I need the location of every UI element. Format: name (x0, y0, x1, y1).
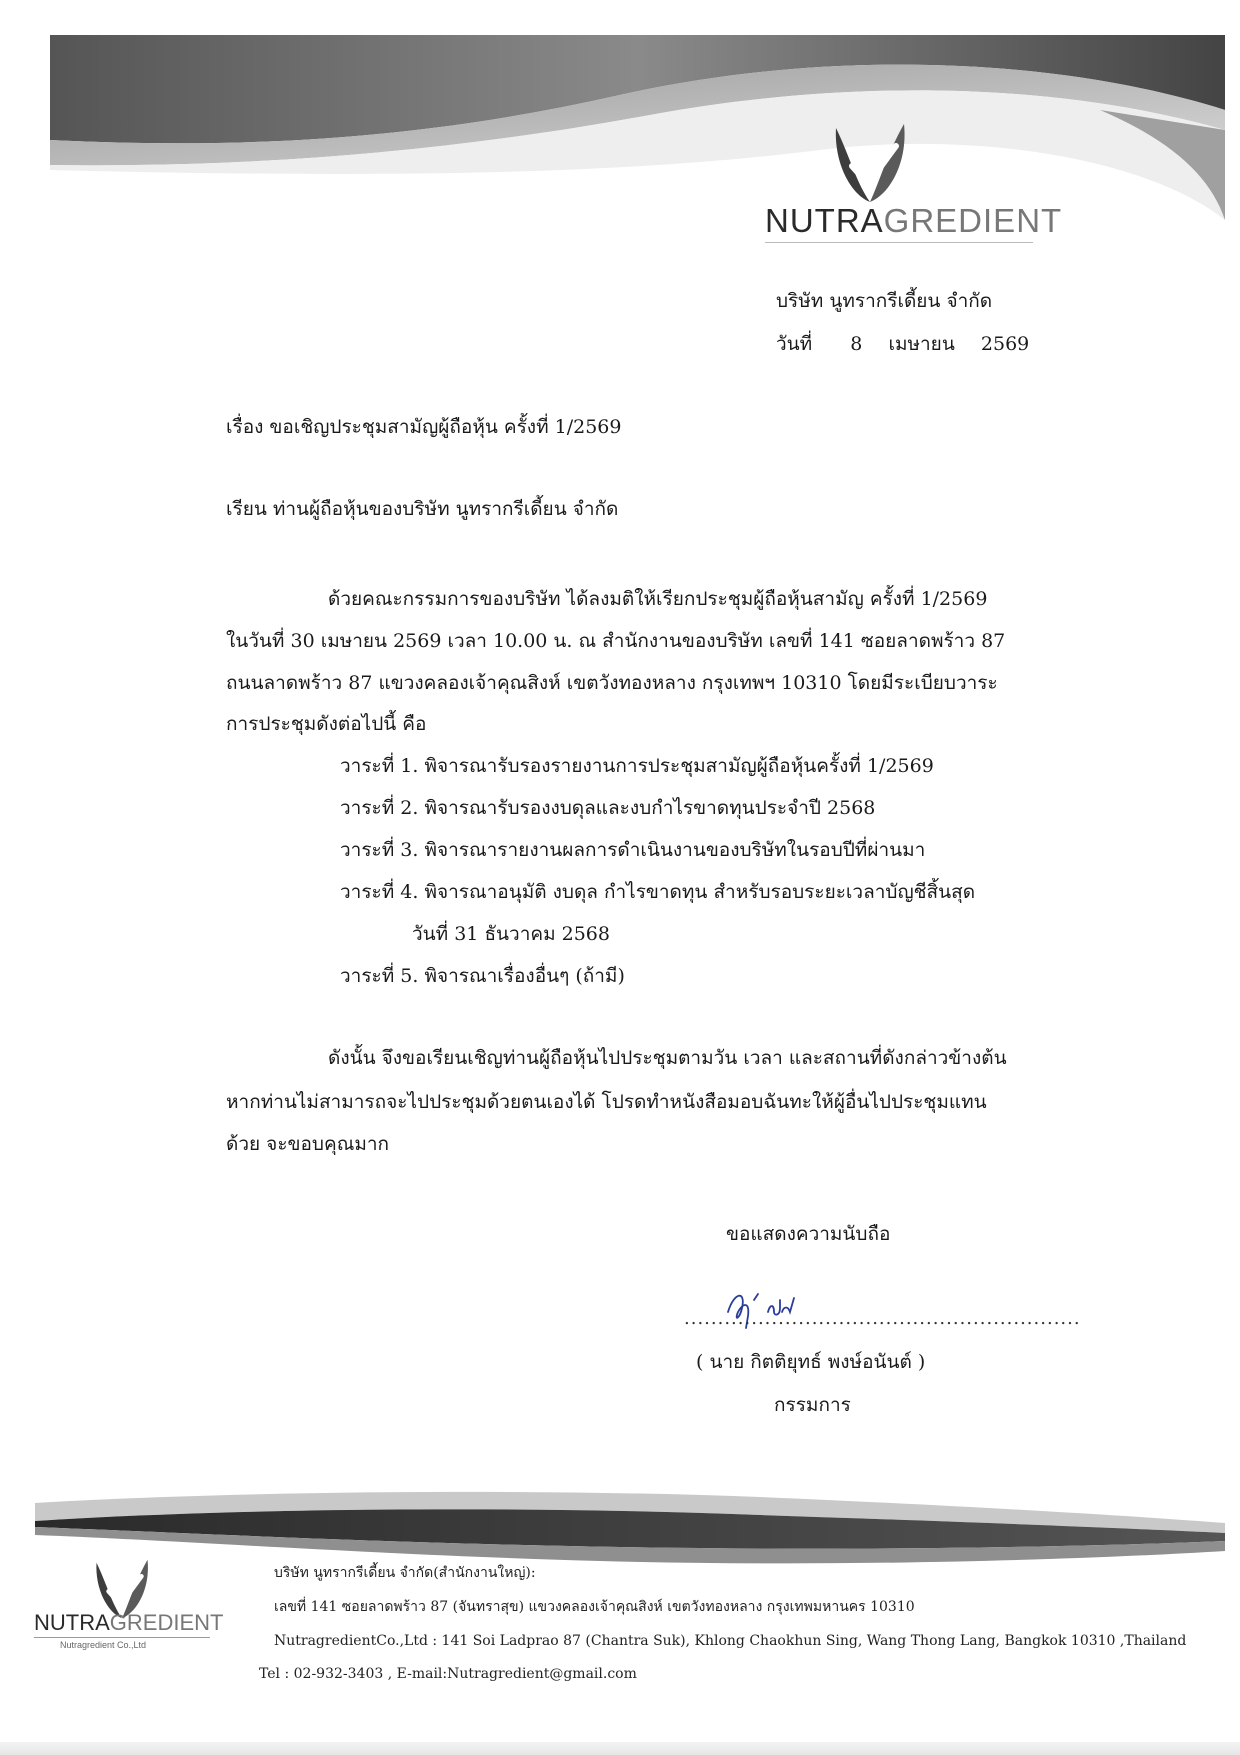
footer-address-thai: เลขที่ 141 ซอยลาดพร้าว 87 (จันทราสุข) แขวงคลองเจ้าคุณสิงห์ เขตวังทองหลาง กรุงเทพมหานคร 10310 (274, 1599, 915, 1615)
agenda-item-3: วาระที่ 3. พิจารณารายงานผลการดำเนินงานของบริษัทในรอบปีที่ผ่านมา (340, 839, 926, 861)
header-brand-part2: GREDIENT (883, 202, 1063, 239)
date-year: 2569 (980, 333, 1030, 355)
footer-brand-part1: NUTRA (34, 1610, 110, 1635)
letter-subject: เรื่อง ขอเชิญประชุมสามัญผู้ถือหุ้น ครั้งที่ 1/2569 (226, 416, 622, 438)
body-line: ถนนลาดพร้าว 87 แขวงคลองเจ้าคุณสิงห์ เขตวังทองหลาง กรุงเทพฯ 10310 โดยมีระเบียบวาระ (226, 672, 998, 694)
signer-title: กรรมการ (774, 1394, 851, 1416)
date-month: เมษายน (888, 333, 955, 355)
footer-brand-name (34, 1610, 223, 1636)
agenda-item-1: วาระที่ 1. พิจารณารับรองรายงานการประชุมสามัญผู้ถือหุ้นครั้งที่ 1/2569 (340, 755, 934, 777)
footer-address-english: NutragredientCo.,Ltd : 141 Soi Ladprao 87 (Chantra Suk), Khlong Chaokhun Sing, Wang Thong Lang, Bangkok 10310 ,Thailand (274, 1633, 1187, 1649)
signer-name: ( นาย กิตติยุทธ์ พงษ์อนันต์ ) (696, 1351, 926, 1373)
leaf-check-logo-icon (830, 122, 910, 204)
letter-salutation: เรียน ท่านผู้ถือหุ้นของบริษัท นูทรากรีเดี้ยน จำกัด (226, 498, 619, 520)
agenda-item-5: วาระที่ 5. พิจารณาเรื่องอื่นๆ (ถ้ามี) (340, 965, 625, 987)
footer-company-line: บริษัท นูทรากรีเดี้ยน จำกัด(สำนักงานใหญ่): (274, 1565, 536, 1581)
footer-wave-banner (0, 1475, 1240, 1575)
footer-brand-underline (34, 1637, 210, 1638)
closing-line: ดังนั้น จึงขอเรียนเชิญท่านผู้ถือหุ้นไปประชุมตามวัน เวลา และสถานที่ดังกล่าวข้างต้น (328, 1047, 1007, 1069)
closing-regards: ขอแสดงความนับถือ (726, 1223, 891, 1245)
footer-contact: Tel : 02-932-3403 , E-mail:Nutragredient@gmail.com (259, 1666, 637, 1682)
closing-line: หากท่านไม่สามารถจะไปประชุมด้วยตนเองได้ โปรดทำหนังสือมอบฉันทะให้ผู้อื่นไปประชุมแทน (226, 1091, 987, 1113)
body-line: ด้วยคณะกรรมการของบริษัท ได้ลงมติให้เรียกประชุมผู้ถือหุ้นสามัญ ครั้งที่ 1/2569 (328, 588, 988, 610)
header-brand-part1: NUTRA (765, 202, 884, 239)
date-label: วันที่ (776, 333, 813, 355)
agenda-item-4: วาระที่ 4. พิจารณาอนุมัติ งบดุล กำไรขาดทุน สำหรับรอบระยะเวลาบัญชีสิ้นสุด (340, 881, 976, 903)
letter-date (776, 335, 1029, 354)
signature-line: ........................................................... (684, 1308, 1081, 1329)
footer-brand-subtitle: Nutragredient Co.,Ltd (60, 1640, 147, 1650)
header-brand-underline (765, 242, 1033, 243)
closing-line: ด้วย จะขอบคุณมาก (226, 1133, 390, 1155)
date-day: 8 (850, 333, 863, 355)
agenda-item-4-continued: วันที่ 31 ธันวาคม 2568 (412, 923, 610, 945)
letter-company-name: บริษัท นูทรากรีเดี้ยน จำกัด (776, 290, 993, 312)
body-line: การประชุมดังต่อไปนี้ คือ (226, 713, 427, 735)
agenda-item-2: วาระที่ 2. พิจารณารับรองงบดุลและงบกำไรขาดทุนประจำปี 2568 (340, 797, 876, 819)
header-brand-name (765, 202, 1062, 240)
scan-edge (0, 1742, 1240, 1755)
footer-brand-part2: GREDIENT (109, 1610, 224, 1635)
body-line: ในวันที่ 30 เมษายน 2569 เวลา 10.00 น. ณ สำนักงานของบริษัท เลขที่ 141 ซอยลาดพร้าว 87 (226, 630, 1006, 652)
